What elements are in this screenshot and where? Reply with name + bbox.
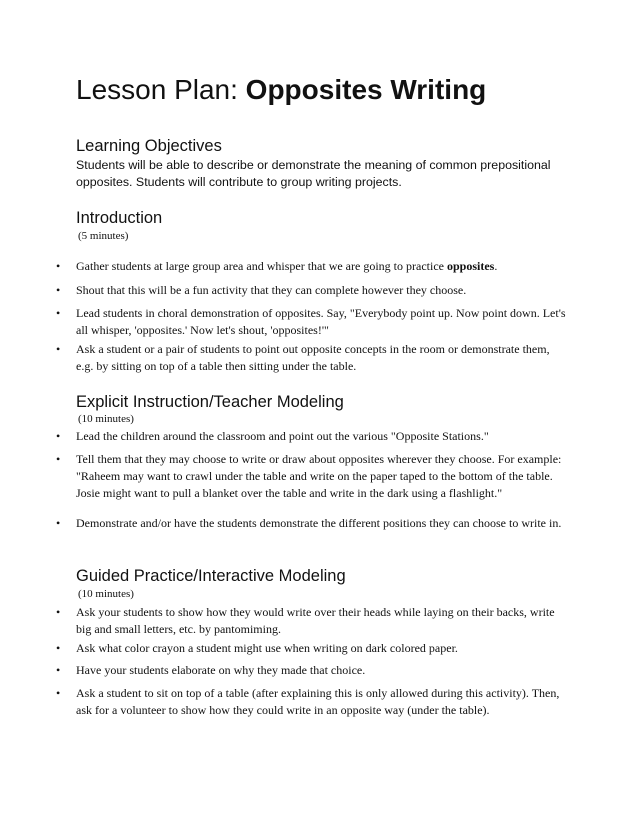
list-item [56, 662, 566, 679]
list-item [56, 305, 566, 339]
bullet-icon: • [56, 663, 61, 677]
bullet-icon: • [56, 283, 61, 297]
list-item [56, 451, 566, 502]
page-title [76, 74, 486, 106]
bullet-icon: • [56, 259, 61, 273]
bullet-icon: • [56, 641, 61, 655]
guided-duration: (10 minutes) [78, 588, 134, 600]
bullet-icon: • [56, 686, 61, 700]
list-item [56, 428, 566, 445]
bullet-icon: • [56, 342, 61, 356]
bullet-icon: • [56, 516, 61, 530]
list-item [56, 515, 566, 532]
introduction-heading: Introduction [76, 209, 163, 227]
list-item [56, 341, 566, 375]
explicit-duration: (10 minutes) [78, 413, 134, 425]
list-item-text: Ask your students to show how they would write over their heads while laying on their backs, write big and small letters, etc. by pantomiming. [76, 605, 555, 636]
list-item [56, 640, 566, 657]
objectives-body: Students will be able to describe or demonstrate the meaning of common prepositional opposites. Students will contribute to group writing projects. [76, 158, 551, 189]
list-item-text: Shout that this will be a fun activity that they can complete however they choose. [76, 283, 467, 297]
list-item [56, 282, 566, 299]
list-item-text: Ask a student or a pair of students to point out opposite concepts in the room or demonstrate them, e.g. by sitting on top of a table then sitting under the table. [76, 342, 550, 373]
list-item-text: Tell them that they may choose to write or draw about opposites wherever they choose. For example: "Raheem may want to crawl under the table and write on the paper taped to the bottom of the table. Josie might want to pull a blanket over the table and write in the dark using a flashlight." [76, 452, 562, 500]
list-item-text: Ask what color crayon a student might use when writing on dark colored paper. [76, 641, 458, 655]
list-item-text: Gather students at large group area and whisper that we are going to practice opposites. [76, 259, 498, 273]
bullet-icon: • [56, 306, 61, 320]
list-item-text: Demonstrate and/or have the students demonstrate the different positions they can choose to write in. [76, 516, 562, 530]
list-item-text: Lead students in choral demonstration of opposites. Say, "Everybody point up. Now point down. Let's all whisper, 'opposites.' Now let's shout, 'opposites!'" [76, 306, 566, 337]
bullet-icon: • [56, 452, 61, 466]
bullet-icon: • [56, 605, 61, 619]
bold-word: opposites [446, 259, 495, 273]
objectives-heading: Learning Objectives [76, 137, 222, 155]
guided-heading: Guided Practice/Interactive Modeling [76, 567, 346, 585]
list-item-text: Lead the children around the classroom and point out the various "Opposite Stations." [76, 429, 489, 443]
title-bold: Opposites Writing [245, 74, 487, 105]
list-item [56, 685, 566, 719]
list-item [56, 258, 566, 275]
title-plain: Lesson Plan: [76, 74, 246, 105]
bullet-icon: • [56, 429, 61, 443]
introduction-duration: (5 minutes) [78, 230, 129, 242]
list-item-text: Have your students elaborate on why they made that choice. [76, 663, 366, 677]
list-item-text: Ask a student to sit on top of a table (after explaining this is only allowed during this activity). Then, ask for a volunteer to show how they could write in an opposite way (under the table). [76, 686, 560, 717]
list-item [56, 604, 566, 638]
explicit-heading: Explicit Instruction/Teacher Modeling [76, 393, 344, 411]
